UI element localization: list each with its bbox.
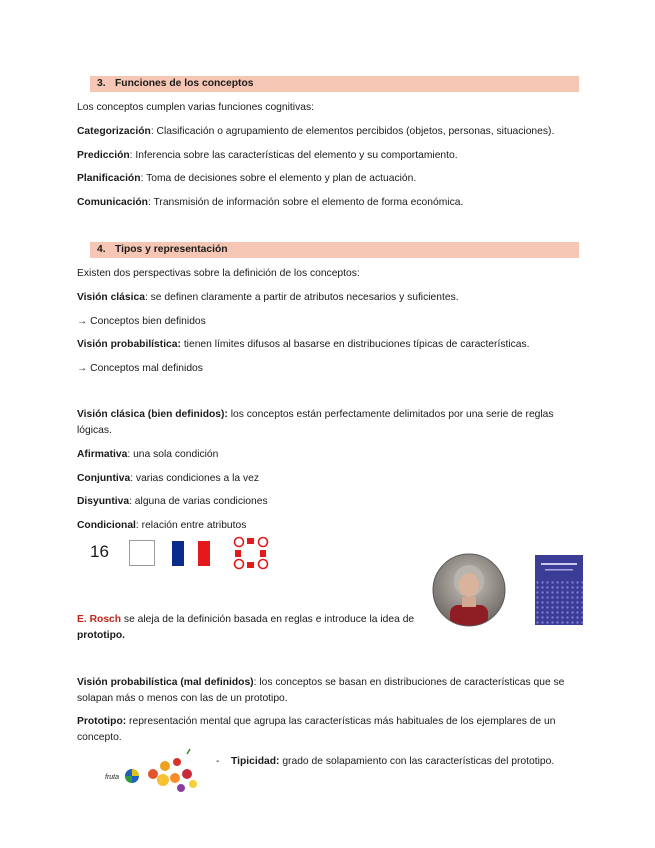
desc: tienen límites difusos al basarse en distribuciones típicas de características.	[180, 339, 530, 350]
rule-term: Disyuntiva	[77, 496, 130, 507]
vision-clasica-line	[77, 291, 459, 304]
func-text: : Transmisión de información sobre el elemento de forma económica.	[147, 197, 464, 208]
vision-probabilistica-line	[77, 338, 530, 351]
section-3-intro: Los conceptos cumplen varias funciones cognitivas:	[77, 102, 314, 113]
func-text: : Clasificación o agrupamiento de elementos percibidos (objetos, personas, situaciones).	[150, 126, 555, 137]
desc: representación mental que agrupa las características más habituales de los ejemplares de un	[126, 716, 556, 727]
term: Visión probabilística (mal definidos)	[77, 677, 254, 688]
rosch-line	[77, 613, 414, 626]
func-text: : Toma de decisiones sobre el elemento y plan de actuación.	[140, 173, 417, 184]
mal-definidos-line	[77, 676, 564, 689]
section-title: Tipos y representación	[115, 244, 228, 255]
rosch-portrait-image	[432, 553, 506, 630]
func-item	[77, 125, 554, 138]
rule-item	[77, 448, 218, 461]
bullet: -	[216, 756, 220, 767]
rule-text: : alguna de varias condiciones	[129, 496, 268, 507]
example-number: 16	[90, 542, 109, 561]
rule-item	[77, 519, 246, 532]
book-cover-image	[535, 555, 583, 628]
func-item	[77, 196, 463, 209]
rule-term: Afirmativa	[77, 449, 128, 460]
term: Tipicidad:	[231, 756, 280, 767]
rosch-prototipo	[77, 629, 125, 642]
category-circle-icon	[125, 769, 139, 783]
term: Visión clásica (bien definidos):	[77, 409, 228, 420]
french-flag-icon	[172, 541, 212, 569]
square-example-icon	[129, 540, 155, 566]
section-4-heading	[90, 242, 579, 258]
fruit-illustration	[105, 748, 205, 799]
section-4-intro: Existen dos perspectivas sobre la definición de los conceptos:	[77, 268, 360, 279]
bien-definidos-cont: lógicas.	[77, 425, 112, 436]
circles-example-icon	[233, 536, 269, 573]
func-text: : Inferencia sobre las características del elemento y su comportamiento.	[129, 150, 458, 161]
rule-item	[77, 472, 259, 485]
rule-text: : varias condiciones a la vez	[130, 473, 259, 484]
desc: : se definen claramente a partir de atributos necesarios y suficientes.	[144, 292, 459, 303]
term: Visión clásica	[77, 292, 145, 303]
rule-item	[77, 495, 268, 508]
arrow-mal-definidos: → Conceptos mal definidos	[77, 363, 203, 374]
term: Prototipo:	[77, 716, 127, 727]
rule-text: : relación entre atributos	[135, 520, 247, 531]
section-3-heading	[90, 76, 579, 92]
desc: los conceptos están perfectamente delimitados por una serie de reglas	[227, 409, 554, 420]
section-number: 3.	[97, 78, 106, 89]
prototipo-term: prototipo.	[77, 630, 126, 641]
func-term: Comunicación	[77, 197, 148, 208]
bien-definidos-line	[77, 408, 554, 421]
func-term: Predicción	[77, 150, 130, 161]
rosch-name: E. Rosch	[77, 614, 122, 625]
desc: grado de solapamiento con las características del prototipo.	[279, 756, 555, 767]
mal-definidos-cont: solapan más o menos con las de un prototipo.	[77, 693, 288, 704]
desc: : los conceptos se basan en distribuciones de características que se	[253, 677, 565, 688]
rule-term: Conjuntiva	[77, 473, 131, 484]
fruits-icon	[148, 749, 197, 792]
rule-term: Condicional	[77, 520, 136, 531]
rule-text: : una sola condición	[127, 449, 219, 460]
term: Visión probabilística:	[77, 339, 181, 350]
section-number: 4.	[97, 244, 106, 255]
arrow-bien-definidos: → Conceptos bien definidos	[77, 316, 206, 327]
func-item	[77, 172, 416, 185]
func-term: Categorización	[77, 126, 151, 137]
prototipo-line	[77, 715, 555, 728]
rosch-text: se aleja de la definición basada en reglas e introduce la idea de	[121, 614, 415, 625]
fruit-label: fruta	[105, 774, 120, 781]
prototipo-cont: concepto.	[77, 732, 122, 743]
func-term: Planificación	[77, 173, 141, 184]
section-title: Funciones de los conceptos	[115, 78, 254, 89]
tipicidad-line	[231, 755, 554, 768]
func-item	[77, 149, 458, 162]
